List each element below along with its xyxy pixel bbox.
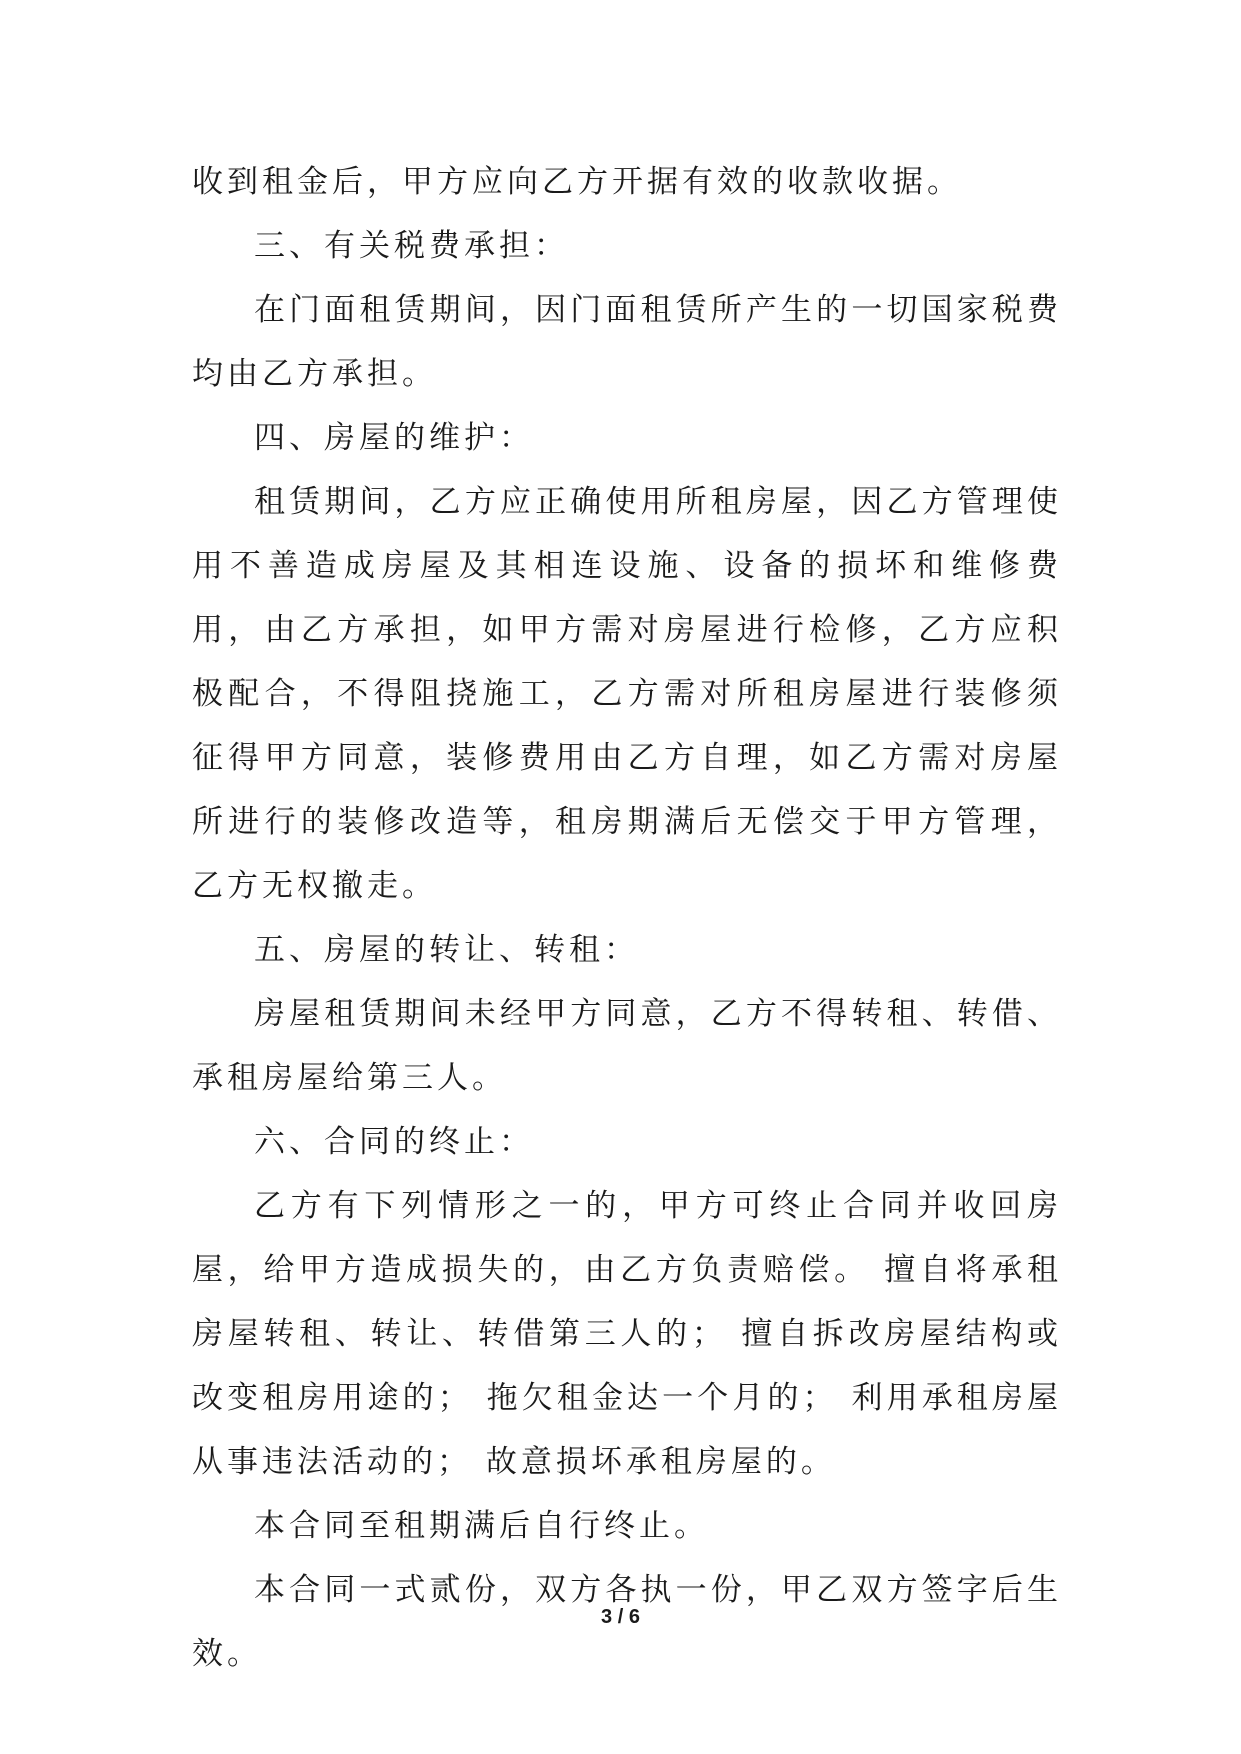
heading-maintenance: 四、房屋的维护： xyxy=(254,420,534,456)
paragraph-taxes: 在门面租赁期间，因门面租赁所产生的一切国家税费均由乙方承担。 xyxy=(192,292,1062,392)
paragraph-sublease: 房屋租赁期间未经甲方同意，乙方不得转租、转借、承租房屋给第三人。 xyxy=(192,996,1062,1096)
heading-taxes: 三、有关税费承担： xyxy=(254,228,569,264)
paragraph-termination: 乙方有下列情形之一的，甲方可终止合同并收回房屋，给甲方造成损失的，由乙方负责赔偿。 擅自将承租房屋转租、转让、转借第三人的； 擅自拆改房屋结构或改变租房用途的； 拖欠租金达一个月的； 利用承租房屋从事违法活动的； 故意损坏承租房屋的。 xyxy=(192,1188,1062,1480)
paragraph-copies: 本合同一式贰份，双方各执一份，甲乙双方签字后生效。 xyxy=(192,1572,1062,1672)
page-number: 3 / 6 xyxy=(601,1606,640,1628)
paragraph-expiry: 本合同至租期满后自行终止。 xyxy=(254,1508,709,1544)
heading-termination: 六、合同的终止： xyxy=(254,1124,534,1160)
heading-sublease: 五、房屋的转让、转租： xyxy=(254,932,639,968)
paragraph-receipt: 收到租金后，甲方应向乙方开据有效的收款收据。 xyxy=(192,164,962,200)
paragraph-maintenance: 租赁期间，乙方应正确使用所租房屋，因乙方管理使用不善造成房屋及其相连设施、设备的损坏和维修费用，由乙方承担，如甲方需对房屋进行检修，乙方应积极配合，不得阻挠施工，乙方需对所租房屋进行装修须征得甲方同意，装修费用由乙方自理，如乙方需对房屋所进行的装修改造等，租房期满后无偿交于甲方管理，乙方无权撤走。 xyxy=(192,484,1062,904)
document-body xyxy=(192,150,1062,1686)
